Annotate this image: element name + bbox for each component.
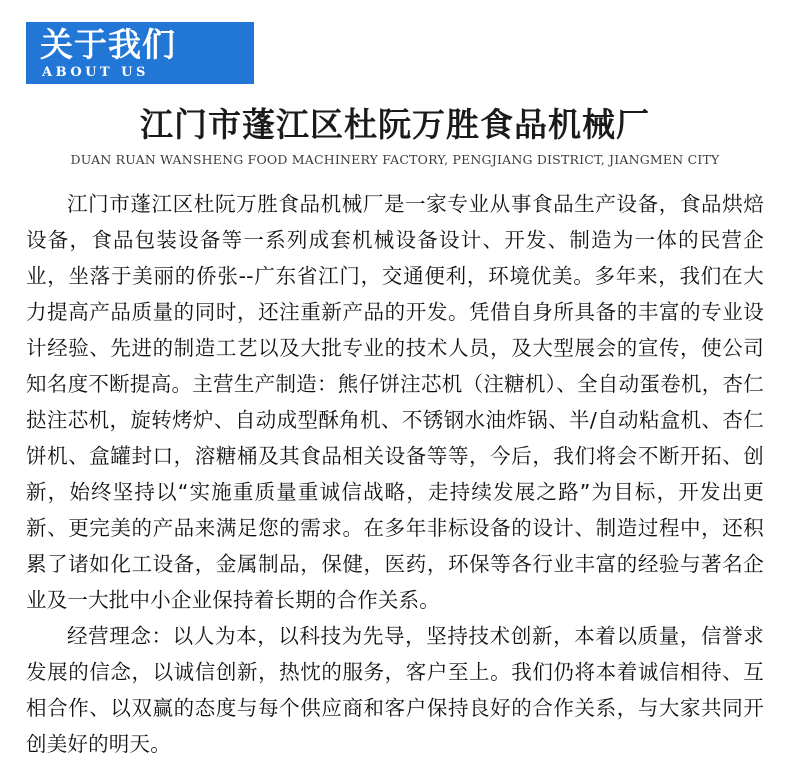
badge-title-cn: 关于我们 xyxy=(40,25,176,64)
page-subtitle: DUAN RUAN WANSHENG FOOD MACHINERY FACTORY, PENGJIANG DISTRICT, JIANGMEN CITY xyxy=(70,152,720,167)
about-us-badge xyxy=(26,22,254,84)
page-title: 江门市蓬江区杜阮万胜食品机械厂 xyxy=(140,105,650,144)
paragraph-business-philosophy: 经营理念：以人为本，以科技为先导，坚持技术创新，本着以质量，信誉求发展的信念，以诚信创新，热忱的服务，客户至上。我们仍将本着诚信相待、互相合作、以双赢的态度与每个供应商和客户保持良好的合作关系，与大家共同开创美好的明天。 xyxy=(26,624,764,756)
badge-title-en: ABOUT US xyxy=(42,65,149,80)
paragraph-company-intro: 江门市蓬江区杜阮万胜食品机械厂是一家专业从事食品生产设备，食品烘焙设备，食品包装设备等一系列成套机械设备设计、开发、制造为一体的民营企业，坐落于美丽的侨张--广东省江门，交通便利，环境优美。多年来，我们在大力提高产品质量的同时，还注重新产品的开发。凭借自身所具备的丰富的专业设计经验、先进的制造工艺以及大批专业的技术人员，及大型展会的宣传，使公司知名度不断提高。主营生产制造：熊仔饼注芯机（注糖机）、全自动蛋卷机，杏仁挞注芯机，旋转烤炉、自动成型酥角机、不锈钢水油炸锅、半/自动粘盒机、杏仁饼机、盒罐封口，溶糖桶及其食品相关设备等等，今后，我们将会不断开拓、创新，始终坚持以“实施重质量重诚信战略，走持续发展之路”为目标，开发出更新、更完美的产品来满足您的需求。在多年非标设备的设计、制造过程中，还积累了诸如化工设备，金属制品，保健，医药，环保等各行业丰富的经验与著名企业及一大批中小企业保持着长期的合作关系。 xyxy=(26,192,764,612)
about-body xyxy=(26,186,764,762)
